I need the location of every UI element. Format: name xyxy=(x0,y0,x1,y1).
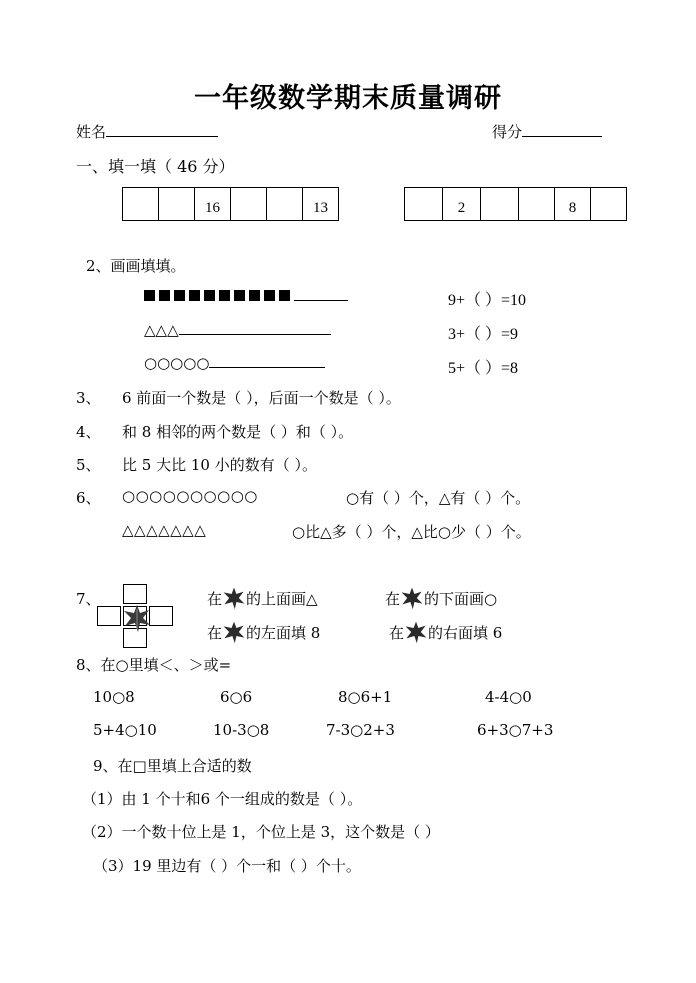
compare-item[interactable]: 10○8 xyxy=(93,688,135,706)
circle-shapes: ○○○○○ xyxy=(144,354,210,372)
q9-sub-2: （2）一个数十位上是 1，个位上是 3，这个数是（ ） xyxy=(82,823,440,841)
name-label: 姓名 xyxy=(76,123,107,141)
sequence-cell[interactable] xyxy=(123,188,159,220)
score-label: 得分 xyxy=(492,123,523,141)
q9-label: 9、在□里填上合适的数 xyxy=(93,757,252,775)
answer-underline[interactable] xyxy=(209,353,325,368)
compare-item[interactable]: 7-3○2+3 xyxy=(326,721,395,739)
answer-underline[interactable] xyxy=(294,286,348,301)
square-row xyxy=(144,286,348,305)
page-title: 一年级数学期末质量调研 xyxy=(194,83,502,114)
sequence-cell[interactable]: 8 xyxy=(555,188,591,220)
square-shape xyxy=(279,290,290,301)
circle-row xyxy=(144,353,325,372)
square-shape xyxy=(204,290,215,301)
q7-c-pre: 在 xyxy=(207,624,223,642)
square-shape xyxy=(234,290,245,301)
compare-item[interactable]: 6○6 xyxy=(220,688,253,706)
leaf-icon xyxy=(404,620,428,644)
q5-number: 5、 xyxy=(76,456,101,474)
q2-equation-3: 5+（ ）=8 xyxy=(448,360,519,377)
q7-d-post: 的右面填 6 xyxy=(428,624,503,642)
grid-box-right[interactable] xyxy=(149,606,173,626)
q2-equation-2: 3+（ ）=9 xyxy=(448,326,519,343)
q7-item-c xyxy=(207,620,320,644)
q3-number: 3、 xyxy=(76,389,101,407)
q2-label: 2、画画填填。 xyxy=(86,257,186,275)
triangle-shapes: △△△ xyxy=(144,321,179,339)
q6-circles: ○○○○○○○○○○ xyxy=(122,487,258,505)
sequence-box-row-b xyxy=(404,187,627,221)
q7-number: 7、 xyxy=(76,590,101,608)
sequence-cell[interactable] xyxy=(481,188,519,220)
sequence-cell[interactable]: 13 xyxy=(303,188,339,220)
q5-text: 比 5 大比 10 小的数有（ ）。 xyxy=(122,456,317,474)
q6-triangles: △△△△△△△ xyxy=(122,521,207,539)
leaf-icon xyxy=(122,603,152,633)
sequence-cell[interactable] xyxy=(519,188,555,220)
compare-item[interactable]: 6+3○7+3 xyxy=(477,721,554,739)
compare-item[interactable]: 8○6+1 xyxy=(338,688,393,706)
grid-box-top[interactable] xyxy=(123,584,147,604)
sequence-box-row-a xyxy=(122,187,339,221)
q7-item-b xyxy=(385,586,497,610)
sequence-cell[interactable] xyxy=(405,188,443,220)
q7-a-pre: 在 xyxy=(207,590,223,608)
compare-item[interactable]: 10-3○8 xyxy=(213,721,270,739)
q4-text: 和 8 相邻的两个数是（ ）和（ ）。 xyxy=(122,423,354,441)
sequence-cell[interactable]: 16 xyxy=(195,188,231,220)
square-shape xyxy=(144,290,155,301)
q9-sub-1: （1）由 1 个十和6 个一组成的数是（ ）。 xyxy=(82,790,363,808)
q7-d-pre: 在 xyxy=(389,624,405,642)
sequence-cell[interactable] xyxy=(267,188,303,220)
answer-underline[interactable] xyxy=(179,320,331,335)
q3-text: 6 前面一个数是（ ），后面一个数是（ ）。 xyxy=(122,389,401,407)
sequence-cell[interactable] xyxy=(231,188,267,220)
q6-number: 6、 xyxy=(76,489,101,507)
q2-equation-1: 9+（ ）=10 xyxy=(448,292,527,309)
name-underline[interactable] xyxy=(106,122,218,137)
q6-line1: ○有（ ）个，△有（ ）个。 xyxy=(346,489,531,507)
name-field[interactable] xyxy=(76,121,218,142)
compare-item[interactable]: 4-4○0 xyxy=(485,688,532,706)
q7-item-a xyxy=(207,586,318,610)
grid-box-left[interactable] xyxy=(97,606,121,626)
sequence-cell[interactable] xyxy=(159,188,195,220)
square-shape xyxy=(249,290,260,301)
sequence-cell[interactable] xyxy=(591,188,627,220)
square-shape xyxy=(189,290,200,301)
section1-heading: 一、填一填（ 46 分） xyxy=(76,157,235,176)
q7-c-post: 的左面填 8 xyxy=(246,624,321,642)
leaf-icon xyxy=(222,586,246,610)
compare-item[interactable]: 5+4○10 xyxy=(93,721,157,739)
q6-line2: ○比△多（ ）个，△比○少（ ）个。 xyxy=(292,523,531,541)
q9-sub-3: （3）19 里边有（ ）个一和（ ）个十。 xyxy=(93,857,361,875)
leaf-icon xyxy=(222,620,246,644)
sequence-cell[interactable]: 2 xyxy=(443,188,481,220)
q4-number: 4、 xyxy=(76,423,101,441)
square-shape xyxy=(159,290,170,301)
triangle-row xyxy=(144,320,331,339)
square-shape xyxy=(264,290,275,301)
q7-item-d xyxy=(389,620,502,644)
q7-b-pre: 在 xyxy=(385,590,401,608)
square-shape xyxy=(174,290,185,301)
q8-label: 8、在○里填＜、＞或= xyxy=(76,656,232,674)
square-shape xyxy=(219,290,230,301)
score-underline[interactable] xyxy=(522,122,602,137)
q7-b-post: 的下面画○ xyxy=(424,590,498,608)
leaf-icon xyxy=(400,586,424,610)
score-field[interactable] xyxy=(492,121,602,142)
q7-a-post: 的上面画△ xyxy=(246,590,318,608)
